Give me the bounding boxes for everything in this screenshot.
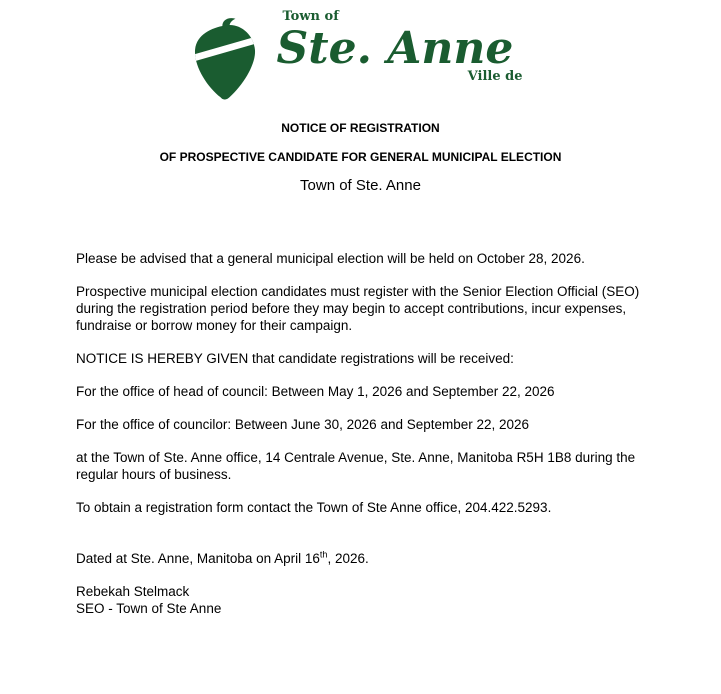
dated-prefix: Dated at Ste. Anne, Manitoba on April 16 [76,551,320,566]
signature-title: SEO - Town of Ste Anne [76,601,222,616]
paragraph-notice-given: NOTICE IS HEREBY GIVEN that candidate registrations will be received: [76,351,514,366]
paragraph-contact: To obtain a registration form contact the Town of Ste Anne office, 204.422.5293. [76,500,552,515]
dated-suffix: , 2026. [327,551,369,566]
notice-title-line1: NOTICE OF REGISTRATION [281,121,440,135]
notice-body [0,250,651,617]
notice-title-line2: OF PROSPECTIVE CANDIDATE FOR GENERAL MUNICIPAL ELECTION [159,150,562,164]
signature-block [76,583,651,617]
dated-superscript: th [319,549,328,560]
paragraph-dated [76,550,651,567]
logo-text [277,10,535,84]
paragraph-councilor-dates: For the office of councilor: Between June 30, 2026 and September 22, 2026 [76,417,530,432]
town-logo [0,0,721,110]
paragraph-election-date: Please be advised that a general municipal election will be held on October 28, 2026. [76,251,585,266]
signature-name: Rebekah Stelmack [76,584,190,599]
acorn-icon [187,18,263,104]
paragraph-head-of-council-dates: For the office of head of council: Between May 1, 2026 and September 22, 2026 [76,384,555,399]
paragraph-office-address: at the Town of Ste. Anne office, 14 Centrale Avenue, Ste. Anne, Manitoba R5H 1B8 during the regular hours of business. [76,450,636,482]
paragraph-registration-requirement: Prospective municipal election candidates must register with the Senior Election Official (SEO) during the registration period before they may begin to accept contributions, incur expenses, fundraise or borrow money for their campaign. [76,284,640,333]
logo-ville-de: Ville de [467,69,523,84]
notice-subtitle: Town of Ste. Anne [300,177,421,194]
logo-name: Ste. Anne [276,23,514,74]
logo-town-of: Town of [282,9,339,24]
